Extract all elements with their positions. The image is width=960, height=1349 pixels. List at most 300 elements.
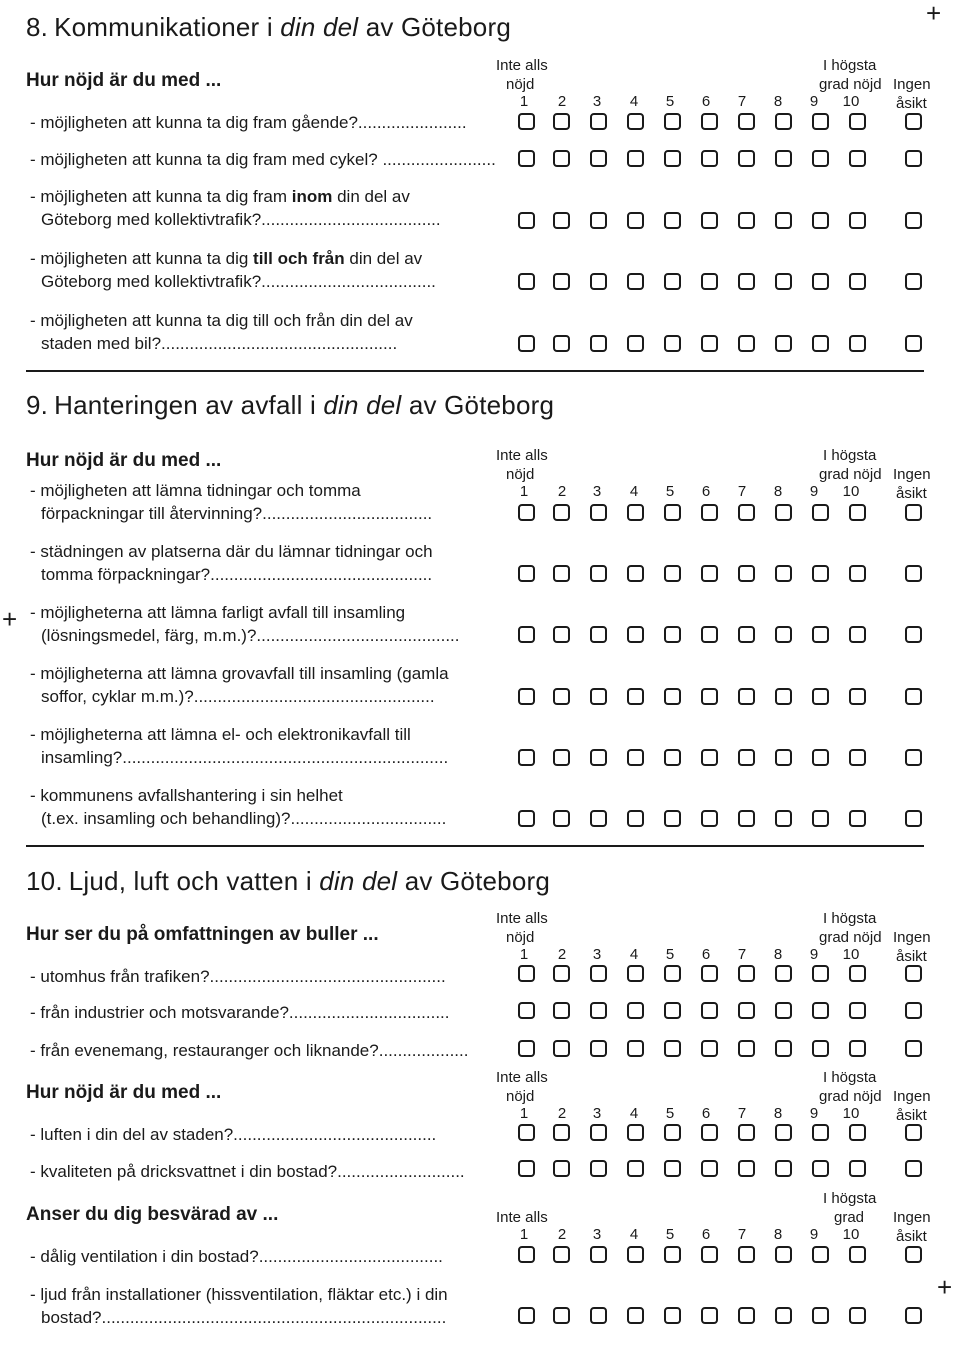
no-opinion-checkbox[interactable] xyxy=(905,273,922,290)
scale-number: 9 xyxy=(809,1226,819,1243)
no-opinion-checkbox[interactable] xyxy=(905,150,922,167)
question-line: staden med bil?.................................................. xyxy=(41,334,398,353)
question-text xyxy=(30,148,496,171)
rating-checkbox-3[interactable] xyxy=(590,212,607,229)
scale-number: 7 xyxy=(737,93,747,110)
rating-checkbox-7[interactable] xyxy=(738,626,755,643)
rating-checkbox-10[interactable] xyxy=(849,1040,866,1057)
rating-checkbox-9[interactable] xyxy=(812,1002,829,1019)
rating-checkbox-6[interactable] xyxy=(701,565,718,582)
question-part: - möjligheten att kunna ta dig fram xyxy=(30,187,292,206)
scale-number: 4 xyxy=(629,1105,639,1122)
rating-checkbox-6[interactable] xyxy=(701,335,718,352)
question-text xyxy=(30,1245,443,1268)
rating-checkbox-5[interactable] xyxy=(664,749,681,766)
rating-checkbox-7[interactable] xyxy=(738,1160,755,1177)
no-opinion-checkbox[interactable] xyxy=(905,335,922,352)
question-line: insamling?..................................................................... xyxy=(41,748,449,767)
rating-checkbox-2[interactable] xyxy=(553,1002,570,1019)
question-line: (t.ex. insamling och behandling)?................................. xyxy=(41,809,447,828)
question-line: - från industrier och motsvarande?.................................. xyxy=(30,1003,450,1022)
rating-checkbox-2[interactable] xyxy=(553,1160,570,1177)
rating-checkbox-2[interactable] xyxy=(553,113,570,130)
no-opinion-checkbox[interactable] xyxy=(905,1246,922,1263)
rating-checkbox-9[interactable] xyxy=(812,212,829,229)
rating-checkbox-9[interactable] xyxy=(812,965,829,982)
question-group-heading: Hur nöjd är du med ... xyxy=(26,1082,222,1103)
rating-checkbox-9[interactable] xyxy=(812,504,829,521)
rating-checkbox-4[interactable] xyxy=(627,688,644,705)
rating-checkbox-10[interactable] xyxy=(849,212,866,229)
rating-checkbox-6[interactable] xyxy=(701,626,718,643)
scale-number: 3 xyxy=(592,93,602,110)
scale-number: 3 xyxy=(592,483,602,500)
question-emphasis: till och från xyxy=(253,249,345,268)
no-opinion-label: åsikt xyxy=(896,485,927,502)
scale-low-label: nöjd xyxy=(506,466,535,483)
rating-checkbox-8[interactable] xyxy=(775,1160,792,1177)
scale-low-label: Inte alls xyxy=(496,1069,548,1086)
rating-checkbox-1[interactable] xyxy=(518,965,535,982)
section-number: 10. xyxy=(26,866,63,896)
rating-checkbox-10[interactable] xyxy=(849,1246,866,1263)
rating-checkbox-3[interactable] xyxy=(590,1002,607,1019)
scale-number: 7 xyxy=(737,1105,747,1122)
question-text xyxy=(30,723,448,769)
rating-checkbox-10[interactable] xyxy=(849,626,866,643)
no-opinion-checkbox[interactable] xyxy=(905,1307,922,1324)
rating-checkbox-2[interactable] xyxy=(553,335,570,352)
rating-checkbox-10[interactable] xyxy=(849,504,866,521)
question-text xyxy=(30,601,460,647)
question-line: - kommunens avfallshantering i sin helhet xyxy=(30,786,343,805)
rating-checkbox-2[interactable] xyxy=(553,273,570,290)
rating-checkbox-1[interactable] xyxy=(518,212,535,229)
scale-number: 6 xyxy=(701,483,711,500)
scale-number: 4 xyxy=(629,946,639,963)
rating-checkbox-3[interactable] xyxy=(590,688,607,705)
rating-checkbox-2[interactable] xyxy=(553,565,570,582)
rating-checkbox-5[interactable] xyxy=(664,688,681,705)
rating-checkbox-3[interactable] xyxy=(590,1307,607,1324)
scale-number: 5 xyxy=(665,946,675,963)
rating-checkbox-6[interactable] xyxy=(701,810,718,827)
scale-number: 5 xyxy=(665,483,675,500)
no-opinion-checkbox[interactable] xyxy=(905,626,922,643)
rating-checkbox-1[interactable] xyxy=(518,335,535,352)
rating-checkbox-9[interactable] xyxy=(812,1246,829,1263)
section-title-text: av Göteborg xyxy=(397,866,551,896)
rating-checkbox-1[interactable] xyxy=(518,113,535,130)
scale-number: 8 xyxy=(773,1105,783,1122)
rating-checkbox-3[interactable] xyxy=(590,504,607,521)
rating-checkbox-4[interactable] xyxy=(627,565,644,582)
rating-checkbox-2[interactable] xyxy=(553,1307,570,1324)
rating-checkbox-9[interactable] xyxy=(812,113,829,130)
question-text xyxy=(30,965,446,988)
rating-checkbox-2[interactable] xyxy=(553,504,570,521)
rating-checkbox-3[interactable] xyxy=(590,1160,607,1177)
rating-checkbox-5[interactable] xyxy=(664,565,681,582)
scale-number: 2 xyxy=(557,93,567,110)
rating-checkbox-7[interactable] xyxy=(738,565,755,582)
rating-checkbox-4[interactable] xyxy=(627,1002,644,1019)
rating-checkbox-1[interactable] xyxy=(518,1246,535,1263)
question-text xyxy=(30,784,446,830)
rating-checkbox-5[interactable] xyxy=(664,1160,681,1177)
rating-checkbox-5[interactable] xyxy=(664,504,681,521)
rating-checkbox-10[interactable] xyxy=(849,150,866,167)
rating-checkbox-7[interactable] xyxy=(738,1002,755,1019)
rating-checkbox-5[interactable] xyxy=(664,1002,681,1019)
question-line: - möjligheten att kunna ta dig till och från din del av xyxy=(30,311,413,330)
rating-checkbox-8[interactable] xyxy=(775,1002,792,1019)
rating-checkbox-7[interactable] xyxy=(738,1307,755,1324)
rating-checkbox-5[interactable] xyxy=(664,810,681,827)
no-opinion-checkbox[interactable] xyxy=(905,1124,922,1141)
rating-checkbox-6[interactable] xyxy=(701,1124,718,1141)
rating-checkbox-4[interactable] xyxy=(627,1040,644,1057)
rating-checkbox-4[interactable] xyxy=(627,1124,644,1141)
rating-checkbox-10[interactable] xyxy=(849,749,866,766)
rating-checkbox-1[interactable] xyxy=(518,688,535,705)
question-line: - möjligheten att lämna tidningar och tomma xyxy=(30,481,361,500)
rating-checkbox-5[interactable] xyxy=(664,273,681,290)
rating-checkbox-4[interactable] xyxy=(627,749,644,766)
question-text xyxy=(30,309,413,355)
rating-checkbox-9[interactable] xyxy=(812,1040,829,1057)
rating-checkbox-5[interactable] xyxy=(664,113,681,130)
rating-checkbox-7[interactable] xyxy=(738,504,755,521)
scale-number: 9 xyxy=(809,483,819,500)
no-opinion-checkbox[interactable] xyxy=(905,1160,922,1177)
no-opinion-label: åsikt xyxy=(896,95,927,112)
question-line: - städningen av platserna där du lämnar tidningar och xyxy=(30,542,433,561)
rating-checkbox-7[interactable] xyxy=(738,113,755,130)
rating-checkbox-8[interactable] xyxy=(775,212,792,229)
rating-checkbox-4[interactable] xyxy=(627,626,644,643)
rating-checkbox-9[interactable] xyxy=(812,565,829,582)
rating-checkbox-6[interactable] xyxy=(701,1307,718,1324)
rating-checkbox-8[interactable] xyxy=(775,273,792,290)
rating-checkbox-2[interactable] xyxy=(553,688,570,705)
question-text xyxy=(30,540,433,586)
rating-checkbox-9[interactable] xyxy=(812,626,829,643)
rating-checkbox-3[interactable] xyxy=(590,1040,607,1057)
rating-checkbox-7[interactable] xyxy=(738,1246,755,1263)
rating-checkbox-3[interactable] xyxy=(590,150,607,167)
rating-checkbox-3[interactable] xyxy=(590,1124,607,1141)
scale-number: 2 xyxy=(557,483,567,500)
question-line: tomma förpackningar?............................................... xyxy=(41,565,433,584)
scale-number: 10 xyxy=(842,1105,860,1122)
rating-checkbox-6[interactable] xyxy=(701,1002,718,1019)
rating-checkbox-2[interactable] xyxy=(553,212,570,229)
scale-number: 1 xyxy=(519,946,529,963)
rating-checkbox-6[interactable] xyxy=(701,1246,718,1263)
rating-checkbox-1[interactable] xyxy=(518,749,535,766)
scale-number: 8 xyxy=(773,946,783,963)
rating-checkbox-5[interactable] xyxy=(664,1307,681,1324)
scale-number: 10 xyxy=(842,483,860,500)
no-opinion-checkbox[interactable] xyxy=(905,688,922,705)
rating-checkbox-9[interactable] xyxy=(812,150,829,167)
rating-checkbox-1[interactable] xyxy=(518,273,535,290)
scale-number: 6 xyxy=(701,93,711,110)
section-title-text: Hanteringen av avfall i xyxy=(54,390,324,420)
scale-high-label: grad nöjd xyxy=(819,929,882,946)
no-opinion-checkbox[interactable] xyxy=(905,212,922,229)
scale-number: 4 xyxy=(629,1226,639,1243)
question-text xyxy=(30,479,432,525)
rating-checkbox-8[interactable] xyxy=(775,113,792,130)
no-opinion-label: Ingen xyxy=(893,929,931,946)
rating-checkbox-2[interactable] xyxy=(553,810,570,827)
rating-checkbox-10[interactable] xyxy=(849,1124,866,1141)
no-opinion-checkbox[interactable] xyxy=(905,565,922,582)
rating-checkbox-4[interactable] xyxy=(627,273,644,290)
rating-checkbox-5[interactable] xyxy=(664,1124,681,1141)
rating-checkbox-3[interactable] xyxy=(590,749,607,766)
rating-checkbox-3[interactable] xyxy=(590,565,607,582)
section-title xyxy=(26,866,550,897)
rating-checkbox-1[interactable] xyxy=(518,1124,535,1141)
rating-checkbox-7[interactable] xyxy=(738,688,755,705)
rating-checkbox-1[interactable] xyxy=(518,565,535,582)
rating-checkbox-10[interactable] xyxy=(849,335,866,352)
registration-mark: + xyxy=(926,0,942,28)
scale-high-label: grad nöjd xyxy=(819,76,882,93)
rating-checkbox-5[interactable] xyxy=(664,965,681,982)
section-title xyxy=(26,390,554,421)
question-text xyxy=(30,1039,468,1062)
no-opinion-checkbox[interactable] xyxy=(905,810,922,827)
rating-checkbox-3[interactable] xyxy=(590,335,607,352)
rating-checkbox-9[interactable] xyxy=(812,810,829,827)
scale-number: 3 xyxy=(592,946,602,963)
rating-checkbox-8[interactable] xyxy=(775,965,792,982)
question-line: - kvaliteten på dricksvattnet i din bostad?........................... xyxy=(30,1162,465,1181)
scale-number: 1 xyxy=(519,93,529,110)
rating-checkbox-2[interactable] xyxy=(553,1246,570,1263)
question-part: din del av xyxy=(344,249,423,268)
rating-checkbox-10[interactable] xyxy=(849,113,866,130)
question-line: - möjligheterna att lämna el- och elektronikavfall till xyxy=(30,725,411,744)
rating-checkbox-9[interactable] xyxy=(812,335,829,352)
scale-high-label: grad nöjd xyxy=(819,466,882,483)
rating-checkbox-7[interactable] xyxy=(738,273,755,290)
rating-checkbox-6[interactable] xyxy=(701,688,718,705)
no-opinion-checkbox[interactable] xyxy=(905,749,922,766)
section-divider xyxy=(26,845,924,847)
section-title xyxy=(26,12,511,43)
rating-checkbox-8[interactable] xyxy=(775,335,792,352)
rating-checkbox-8[interactable] xyxy=(775,810,792,827)
question-line: (lösningsmedel, färg, m.m.)?........................................... xyxy=(41,626,460,645)
rating-checkbox-6[interactable] xyxy=(701,273,718,290)
scale-number: 3 xyxy=(592,1226,602,1243)
question-line: - möjligheten att kunna ta dig fram gående?....................... xyxy=(30,113,467,132)
rating-checkbox-4[interactable] xyxy=(627,150,644,167)
rating-checkbox-1[interactable] xyxy=(518,1002,535,1019)
rating-checkbox-5[interactable] xyxy=(664,150,681,167)
question-line: - möjligheterna att lämna farligt avfall till insamling xyxy=(30,603,406,622)
scale-number: 3 xyxy=(592,1105,602,1122)
rating-checkbox-6[interactable] xyxy=(701,113,718,130)
question-text xyxy=(30,662,449,708)
question-line: Göteborg med kollektivtrafik?...................................... xyxy=(41,210,441,229)
question-line xyxy=(30,249,422,268)
rating-checkbox-8[interactable] xyxy=(775,749,792,766)
rating-checkbox-8[interactable] xyxy=(775,1246,792,1263)
rating-checkbox-10[interactable] xyxy=(849,688,866,705)
question-line: förpackningar till återvinning?.................................... xyxy=(41,504,433,523)
rating-checkbox-3[interactable] xyxy=(590,626,607,643)
scale-number: 2 xyxy=(557,1226,567,1243)
rating-checkbox-1[interactable] xyxy=(518,150,535,167)
rating-checkbox-8[interactable] xyxy=(775,1124,792,1141)
rating-checkbox-5[interactable] xyxy=(664,212,681,229)
rating-checkbox-3[interactable] xyxy=(590,273,607,290)
question-text xyxy=(30,1001,450,1024)
no-opinion-label: Ingen xyxy=(893,466,931,483)
rating-checkbox-2[interactable] xyxy=(553,150,570,167)
rating-checkbox-8[interactable] xyxy=(775,504,792,521)
rating-checkbox-2[interactable] xyxy=(553,749,570,766)
rating-checkbox-4[interactable] xyxy=(627,965,644,982)
rating-checkbox-9[interactable] xyxy=(812,688,829,705)
scale-number: 7 xyxy=(737,483,747,500)
rating-checkbox-4[interactable] xyxy=(627,1246,644,1263)
rating-checkbox-9[interactable] xyxy=(812,1307,829,1324)
no-opinion-checkbox[interactable] xyxy=(905,504,922,521)
rating-checkbox-10[interactable] xyxy=(849,1307,866,1324)
rating-checkbox-3[interactable] xyxy=(590,965,607,982)
rating-checkbox-5[interactable] xyxy=(664,1040,681,1057)
rating-checkbox-10[interactable] xyxy=(849,565,866,582)
scale-number: 5 xyxy=(665,1105,675,1122)
rating-checkbox-6[interactable] xyxy=(701,749,718,766)
rating-checkbox-7[interactable] xyxy=(738,749,755,766)
rating-checkbox-7[interactable] xyxy=(738,212,755,229)
question-line: - möjligheterna att lämna grovavfall till insamling (gamla xyxy=(30,664,449,683)
rating-checkbox-3[interactable] xyxy=(590,1246,607,1263)
rating-checkbox-7[interactable] xyxy=(738,810,755,827)
rating-checkbox-10[interactable] xyxy=(849,273,866,290)
question-text xyxy=(30,247,436,293)
section-title-text: Ljud, luft och vatten i xyxy=(68,866,320,896)
no-opinion-checkbox[interactable] xyxy=(905,113,922,130)
rating-checkbox-1[interactable] xyxy=(518,1160,535,1177)
rating-checkbox-4[interactable] xyxy=(627,113,644,130)
rating-checkbox-8[interactable] xyxy=(775,565,792,582)
rating-checkbox-4[interactable] xyxy=(627,1160,644,1177)
question-text xyxy=(30,1283,448,1329)
rating-checkbox-7[interactable] xyxy=(738,150,755,167)
rating-checkbox-6[interactable] xyxy=(701,212,718,229)
scale-high-label: I högsta xyxy=(823,1069,877,1086)
rating-checkbox-5[interactable] xyxy=(664,626,681,643)
scale-number: 7 xyxy=(737,946,747,963)
rating-checkbox-8[interactable] xyxy=(775,626,792,643)
question-line: bostad?......................................................................... xyxy=(41,1308,447,1327)
rating-checkbox-3[interactable] xyxy=(590,810,607,827)
rating-checkbox-7[interactable] xyxy=(738,1124,755,1141)
rating-checkbox-7[interactable] xyxy=(738,965,755,982)
section-title-emphasis: din del xyxy=(323,390,402,420)
rating-checkbox-6[interactable] xyxy=(701,150,718,167)
scale-number: 7 xyxy=(737,1226,747,1243)
rating-checkbox-5[interactable] xyxy=(664,1246,681,1263)
no-opinion-checkbox[interactable] xyxy=(905,1002,922,1019)
rating-checkbox-10[interactable] xyxy=(849,965,866,982)
rating-checkbox-1[interactable] xyxy=(518,626,535,643)
registration-mark: + xyxy=(937,1272,953,1302)
question-group-heading: Hur nöjd är du med ... xyxy=(26,70,222,91)
rating-checkbox-4[interactable] xyxy=(627,212,644,229)
rating-checkbox-8[interactable] xyxy=(775,150,792,167)
section-title-text: av Göteborg xyxy=(358,12,511,42)
scale-number: 2 xyxy=(557,946,567,963)
rating-checkbox-1[interactable] xyxy=(518,504,535,521)
rating-checkbox-1[interactable] xyxy=(518,1040,535,1057)
question-line: - luften i din del av staden?........................................... xyxy=(30,1125,437,1144)
rating-checkbox-6[interactable] xyxy=(701,1160,718,1177)
scale-low-label: Inte alls xyxy=(496,1209,548,1226)
no-opinion-checkbox[interactable] xyxy=(905,965,922,982)
rating-checkbox-3[interactable] xyxy=(590,113,607,130)
section-number: 9. xyxy=(26,390,49,420)
rating-checkbox-2[interactable] xyxy=(553,626,570,643)
section-title-text: av Göteborg xyxy=(401,390,555,420)
rating-checkbox-9[interactable] xyxy=(812,749,829,766)
no-opinion-checkbox[interactable] xyxy=(905,1040,922,1057)
scale-number: 8 xyxy=(773,93,783,110)
question-line: - möjligheten att kunna ta dig fram med cykel? ........................ xyxy=(30,150,496,169)
rating-checkbox-2[interactable] xyxy=(553,1124,570,1141)
rating-checkbox-8[interactable] xyxy=(775,1307,792,1324)
rating-checkbox-4[interactable] xyxy=(627,504,644,521)
rating-checkbox-1[interactable] xyxy=(518,810,535,827)
rating-checkbox-10[interactable] xyxy=(849,1160,866,1177)
rating-checkbox-2[interactable] xyxy=(553,965,570,982)
rating-checkbox-9[interactable] xyxy=(812,273,829,290)
rating-checkbox-10[interactable] xyxy=(849,810,866,827)
rating-checkbox-7[interactable] xyxy=(738,1040,755,1057)
rating-checkbox-2[interactable] xyxy=(553,1040,570,1057)
rating-checkbox-8[interactable] xyxy=(775,1040,792,1057)
rating-checkbox-7[interactable] xyxy=(738,335,755,352)
rating-checkbox-6[interactable] xyxy=(701,504,718,521)
rating-checkbox-9[interactable] xyxy=(812,1124,829,1141)
rating-checkbox-6[interactable] xyxy=(701,1040,718,1057)
rating-checkbox-10[interactable] xyxy=(849,1002,866,1019)
rating-checkbox-4[interactable] xyxy=(627,335,644,352)
rating-checkbox-4[interactable] xyxy=(627,810,644,827)
rating-checkbox-9[interactable] xyxy=(812,1160,829,1177)
rating-checkbox-6[interactable] xyxy=(701,965,718,982)
section-number: 8. xyxy=(26,12,49,42)
question-line: - från evenemang, restauranger och liknande?................... xyxy=(30,1041,469,1060)
rating-checkbox-5[interactable] xyxy=(664,335,681,352)
question-line: - ljud från installationer (hissventilation, fläktar etc.) i din xyxy=(30,1285,448,1304)
question-group-heading: Hur nöjd är du med ... xyxy=(26,450,222,471)
rating-checkbox-8[interactable] xyxy=(775,688,792,705)
rating-checkbox-4[interactable] xyxy=(627,1307,644,1324)
rating-checkbox-1[interactable] xyxy=(518,1307,535,1324)
scale-low-label: nöjd xyxy=(506,1088,535,1105)
no-opinion-label: Ingen xyxy=(893,1209,931,1226)
